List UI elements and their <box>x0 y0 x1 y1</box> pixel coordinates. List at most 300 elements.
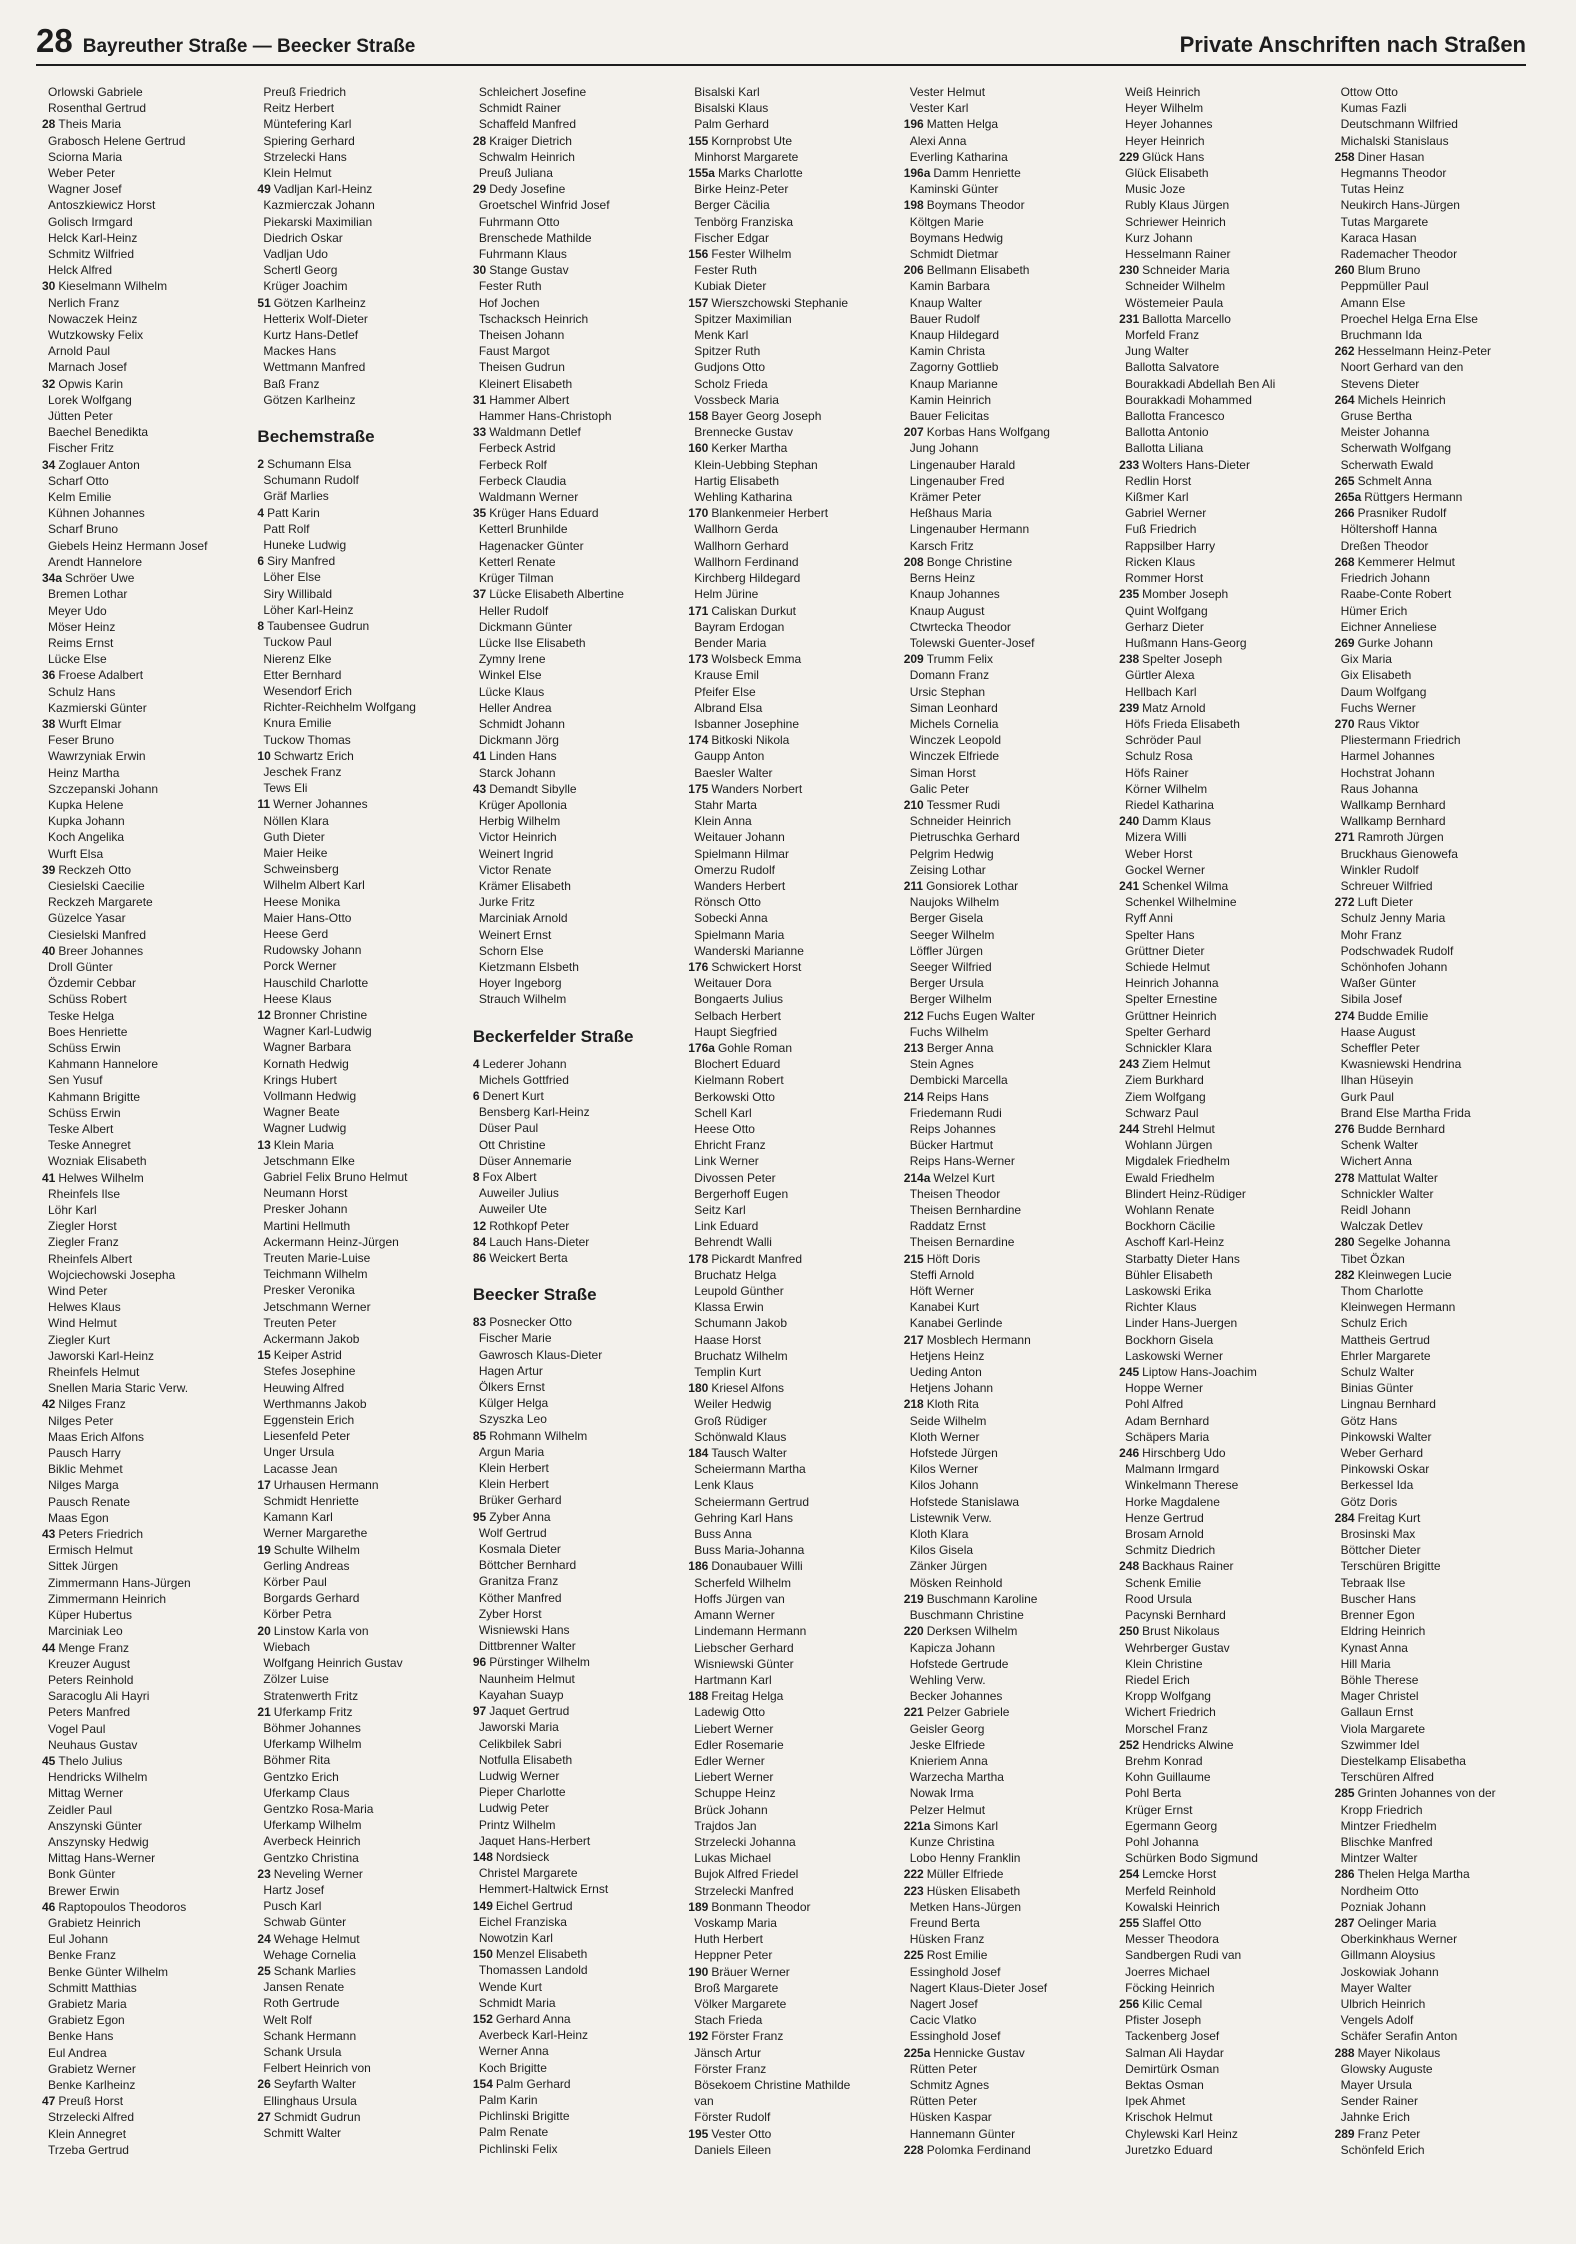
resident-name: Ferbeck Rolf <box>478 457 547 472</box>
resident-name: Eul Johann <box>48 1932 109 1947</box>
resident-entry <box>688 2061 895 2077</box>
resident-name: Hartmann Karl <box>694 1672 772 1687</box>
resident-entry <box>473 1703 680 1719</box>
resident-name: Ziem Burkhard <box>1125 1073 1204 1088</box>
resident-entry <box>1119 1704 1326 1720</box>
resident-name: Schüss Erwin <box>48 1040 121 1055</box>
resident-name: Ölkers Ernst <box>478 1380 545 1395</box>
resident-name: Theisen Bernardine <box>909 1235 1015 1250</box>
resident-entry <box>688 748 895 764</box>
street-heading: Beckerfelder Straße <box>472 1026 634 1046</box>
resident-name: Mayer Walter <box>1340 1980 1412 1995</box>
resident-entry <box>473 1218 680 1234</box>
resident-name: Notfulla Elisabeth <box>478 1752 573 1767</box>
resident-entry <box>1335 440 1542 456</box>
resident-entry <box>473 975 680 991</box>
resident-name: Zyber Anna <box>489 1509 551 1524</box>
resident-name: Terschüren Alfred <box>1340 1770 1434 1785</box>
resident-entry <box>688 2045 895 2061</box>
resident-entry <box>904 1315 1111 1331</box>
resident-entry <box>473 1622 680 1638</box>
resident-entry <box>1119 2028 1326 2044</box>
resident-entry <box>473 295 680 311</box>
resident-name: Kaminski Günter <box>909 182 999 197</box>
resident-name: Nowak Irma <box>909 1786 974 1801</box>
resident-entry <box>688 343 895 359</box>
resident-name: Preuß Friedrich <box>263 85 347 99</box>
resident-entry <box>42 311 249 327</box>
resident-name: Hesselmann Rainer <box>1125 247 1231 262</box>
resident-entry <box>1335 473 1542 489</box>
resident-name: Diestelkamp Elisabetha <box>1340 1753 1466 1768</box>
resident-entry <box>1119 651 1326 667</box>
resident-name: Düser Annemarie <box>478 1153 572 1168</box>
resident-name: Kurtz Hans-Detlef <box>263 328 359 343</box>
resident-name: Sen Yusuf <box>48 1073 103 1088</box>
resident-entry <box>1119 116 1326 132</box>
resident-name: Szczepanski Johann <box>48 781 159 796</box>
resident-name: Marciniak Arnold <box>478 911 568 926</box>
house-number: 37 <box>472 587 487 602</box>
resident-name: Schönfeld Erich <box>1340 2142 1425 2157</box>
resident-name: Pieper Charlotte <box>478 1785 566 1800</box>
resident-entry <box>257 926 464 942</box>
resident-name: Ladewig Otto <box>694 1705 765 1720</box>
resident-entry <box>688 1364 895 1380</box>
house-number: 222 <box>903 1867 924 1882</box>
resident-entry <box>1335 1947 1542 1963</box>
resident-entry <box>1335 667 1542 683</box>
resident-entry <box>1335 133 1542 149</box>
resident-name: Mizera Willi <box>1125 830 1187 845</box>
resident-name: Edler Rosemarie <box>694 1737 784 1752</box>
resident-name: Lücke Elisabeth Albertine <box>489 587 624 602</box>
resident-entry <box>904 133 1111 149</box>
resident-entry <box>1335 457 1542 473</box>
resident-name: Haase August <box>1340 1024 1416 1039</box>
resident-name: Isbanner Josephine <box>694 716 800 731</box>
resident-name: Reips Hans-Werner <box>909 1154 1015 1169</box>
resident-entry <box>688 781 895 797</box>
resident-name: Schönwald Klaus <box>694 1429 787 1444</box>
resident-entry <box>904 1996 1111 2012</box>
resident-name: Kapicza Johann <box>909 1640 996 1655</box>
resident-entry <box>42 246 249 262</box>
resident-entry <box>257 1299 464 1315</box>
house-number: 171 <box>688 603 709 618</box>
resident-entry <box>473 1719 680 1735</box>
resident-name: Dreßen Theodor <box>1340 538 1429 553</box>
resident-name: Averbeck Heinrich <box>263 1834 361 1849</box>
resident-name: Gallaun Ernst <box>1340 1705 1414 1720</box>
resident-entry <box>688 586 895 602</box>
resident-name: Deutschmann Wilfried <box>1340 117 1458 132</box>
resident-entry <box>1119 1024 1326 1040</box>
resident-name: Krüger Tilman <box>478 571 554 586</box>
resident-entry <box>257 845 464 861</box>
resident-name: Winkler Rudolf <box>1340 862 1419 877</box>
resident-name: Schäpers Maria <box>1125 1429 1210 1444</box>
house-number: 33 <box>472 425 487 440</box>
resident-entry <box>904 1202 1111 1218</box>
resident-entry <box>42 1785 249 1801</box>
resident-name: Tessmer Rudi <box>926 797 1001 812</box>
house-number: 264 <box>1334 392 1355 407</box>
resident-entry <box>904 295 1111 311</box>
house-number: 40 <box>42 943 56 958</box>
resident-name: Rohmann Wilhelm <box>489 1428 588 1443</box>
resident-name: Neumann Horst <box>263 1186 348 1201</box>
resident-name: Schorn Else <box>478 943 544 958</box>
resident-entry <box>1335 878 1542 894</box>
resident-entry <box>473 1379 680 1395</box>
resident-entry <box>688 489 895 505</box>
resident-name: Maier Heike <box>263 845 328 860</box>
resident-entry <box>473 1153 680 1169</box>
resident-name: Strzelecki Manfred <box>694 1883 794 1898</box>
resident-entry <box>1119 1802 1326 1818</box>
resident-name: Schaffeld Manfred <box>478 117 577 132</box>
resident-name: Bisalski Karl <box>694 85 760 99</box>
house-number: 269 <box>1334 635 1355 650</box>
resident-entry <box>1119 829 1326 845</box>
resident-entry <box>1335 862 1542 878</box>
resident-entry <box>1119 1866 1326 1882</box>
house-number: 212 <box>903 1008 924 1023</box>
resident-name: Hoyer Ingeborg <box>478 976 562 991</box>
resident-name: Kahmann Hannelore <box>48 1057 159 1072</box>
resident-name: Scherwath Ewald <box>1340 457 1434 472</box>
resident-name: Nöllen Klara <box>263 813 329 828</box>
resident-entry <box>1335 2142 1542 2158</box>
resident-entry <box>473 538 680 554</box>
house-number: 12 <box>472 1218 487 1233</box>
resident-entry <box>904 1024 1111 1040</box>
resident-name: Tolewski Guenter-Josef <box>909 635 1035 650</box>
resident-name: Klein Maria <box>273 1137 334 1152</box>
resident-entry <box>1119 862 1326 878</box>
resident-name: Marnach Josef <box>48 360 127 375</box>
resident-name: Schmelt Anna <box>1357 473 1432 488</box>
resident-name: Tews Eli <box>263 781 308 796</box>
resident-entry <box>1335 1299 1542 1315</box>
resident-entry <box>42 1721 249 1737</box>
resident-name: Bonmann Theodor <box>711 1899 811 1914</box>
resident-entry <box>42 505 249 521</box>
resident-entry <box>42 473 249 489</box>
resident-name: Schwalm Heinrich <box>478 149 575 164</box>
resident-entry <box>688 846 895 862</box>
resident-entry <box>257 1412 464 1428</box>
header-left <box>36 22 415 60</box>
resident-name: Kazmierczak Johann <box>263 198 375 213</box>
resident-name: Jansen Renate <box>263 1980 345 1995</box>
resident-name: Brück Johann <box>694 1802 768 1817</box>
resident-entry <box>42 1964 249 1980</box>
resident-entry <box>473 311 680 327</box>
resident-name: Heyer Wilhelm <box>1125 101 1204 116</box>
resident-entry <box>473 716 680 732</box>
resident-name: Nilges Marga <box>48 1478 119 1493</box>
resident-entry <box>473 181 680 197</box>
resident-entry <box>1335 2093 1542 2109</box>
resident-entry <box>1335 2028 1542 2044</box>
resident-name: Trumm Felix <box>926 652 993 667</box>
resident-name: Prasniker Rudolf <box>1357 506 1447 521</box>
resident-entry <box>1119 554 1326 570</box>
resident-name: Diner Hasan <box>1357 149 1425 164</box>
resident-entry <box>904 1056 1111 1072</box>
resident-entry <box>1335 1413 1542 1429</box>
house-number: 25 <box>257 1963 271 1978</box>
resident-name: Wohlann Renate <box>1125 1203 1215 1218</box>
resident-entry <box>904 1883 1111 1899</box>
resident-entry <box>42 1494 249 1510</box>
resident-entry <box>1335 359 1542 375</box>
resident-entry <box>473 2027 680 2043</box>
resident-entry <box>904 1170 1111 1186</box>
resident-entry <box>904 521 1111 537</box>
resident-name: Teske Albert <box>48 1122 114 1136</box>
resident-name: Spielmann Hilmar <box>694 846 789 861</box>
resident-name: Vollmann Hedwig <box>263 1088 357 1103</box>
house-number: 95 <box>472 1509 487 1524</box>
house-number: 287 <box>1334 1915 1355 1930</box>
resident-entry <box>473 1865 680 1881</box>
resident-entry <box>42 1396 249 1412</box>
resident-entry <box>257 197 464 213</box>
resident-entry <box>257 796 464 812</box>
house-number: 180 <box>688 1381 709 1396</box>
resident-name: Starck Johann <box>478 765 556 780</box>
resident-entry <box>42 1558 249 1574</box>
resident-entry <box>257 262 464 278</box>
resident-name: Seeger Wilfried <box>909 959 992 974</box>
resident-name: Bourakkadi Mohammed <box>1125 392 1252 407</box>
resident-name: Kubiak Dieter <box>694 279 767 294</box>
house-number: 51 <box>257 295 271 310</box>
resident-name: Szwimmer Idel <box>1340 1737 1420 1752</box>
resident-name: Weinert Ernst <box>478 927 552 942</box>
resident-name: Wallhorn Gerhard <box>694 538 789 553</box>
resident-name: Mackes Hans <box>263 344 337 359</box>
resident-entry <box>1119 392 1326 408</box>
resident-name: Alexi Anna <box>909 133 967 148</box>
resident-entry <box>688 100 895 116</box>
resident-entry <box>1335 1461 1542 1477</box>
resident-entry <box>1119 538 1326 554</box>
resident-entry <box>1335 570 1542 586</box>
resident-entry <box>1335 586 1542 602</box>
resident-entry <box>473 1687 680 1703</box>
resident-name: Ballotta Liliana <box>1125 441 1204 456</box>
resident-name: Albrand Elsa <box>694 700 763 715</box>
resident-entry <box>257 1542 464 1558</box>
resident-name: Böttcher Dieter <box>1340 1543 1421 1558</box>
resident-name: Fester Ruth <box>478 279 542 294</box>
resident-entry <box>257 764 464 780</box>
house-number: 229 <box>1119 149 1140 164</box>
resident-name: Grüttner Dieter <box>1125 943 1205 958</box>
address-column <box>904 84 1111 2224</box>
resident-entry <box>1335 84 1542 100</box>
resident-entry <box>1119 1656 1326 1672</box>
resident-entry <box>473 1995 680 2011</box>
resident-entry <box>473 1347 680 1363</box>
resident-entry <box>688 246 895 262</box>
resident-entry <box>1119 2077 1326 2093</box>
resident-name: Kilos Johann <box>909 1478 979 1493</box>
resident-name: Gerling Andreas <box>263 1558 350 1573</box>
resident-entry <box>42 1299 249 1315</box>
resident-name: Schwickert Horst <box>711 959 802 974</box>
resident-entry <box>688 797 895 813</box>
resident-name: Palm Karin <box>478 2092 538 2107</box>
resident-entry <box>257 1817 464 1833</box>
house-number: 286 <box>1334 1867 1355 1882</box>
resident-name: Friedrich Johann <box>1340 571 1430 586</box>
resident-entry <box>904 991 1111 1007</box>
resident-entry <box>688 1802 895 1818</box>
address-column <box>257 84 464 2224</box>
resident-name: Mattulat Walter <box>1357 1170 1438 1185</box>
resident-entry <box>1335 1445 1542 1461</box>
resident-name: Schneider Maria <box>1142 263 1230 278</box>
resident-entry <box>42 1332 249 1348</box>
house-number: 45 <box>42 1753 56 1768</box>
resident-entry <box>904 2012 1111 2028</box>
resident-name: Reips Johannes <box>909 1122 996 1136</box>
resident-name: Auweiler Julius <box>478 1186 559 1201</box>
resident-name: Schumann Rudolf <box>263 473 359 488</box>
resident-entry <box>1335 1510 1542 1526</box>
resident-entry <box>473 554 680 570</box>
resident-name: Buschmann Christine <box>909 1608 1024 1623</box>
resident-entry <box>473 894 680 910</box>
resident-name: Fester Wilhelm <box>711 247 792 262</box>
resident-name: Bongaerts Julius <box>694 992 783 1007</box>
resident-entry <box>42 2142 249 2158</box>
resident-entry <box>1119 748 1326 764</box>
house-number: 252 <box>1119 1737 1140 1752</box>
resident-entry <box>1335 278 1542 294</box>
resident-entry <box>904 1186 1111 1202</box>
house-number: 248 <box>1119 1559 1140 1574</box>
resident-entry <box>257 1153 464 1169</box>
resident-name: Redlin Horst <box>1125 473 1192 488</box>
resident-name: Heese Klaus <box>263 991 332 1006</box>
resident-name: Divossen Peter <box>694 1170 776 1185</box>
resident-name: Müller Elfriede <box>926 1867 1004 1882</box>
resident-entry <box>42 1607 249 1623</box>
resident-name: Riedel Katharina <box>1125 797 1214 812</box>
resident-name: Götz Doris <box>1340 1494 1398 1509</box>
resident-name: Spiering Gerhard <box>263 133 355 148</box>
resident-entry <box>1119 1445 1326 1461</box>
resident-entry <box>42 2028 249 2044</box>
resident-entry <box>42 327 249 343</box>
resident-name: Krüger Hans Eduard <box>489 506 599 521</box>
house-number: 244 <box>1119 1122 1140 1136</box>
house-number: 155 <box>688 133 709 148</box>
resident-entry <box>1119 1980 1326 1996</box>
resident-entry <box>1335 1364 1542 1380</box>
resident-name: Hof Jochen <box>478 295 540 310</box>
resident-name: Grabietz Werner <box>48 2061 136 2076</box>
resident-entry <box>1119 797 1326 813</box>
resident-entry <box>688 1769 895 1785</box>
resident-name: Kemmerer Helmut <box>1357 554 1455 569</box>
resident-entry <box>1335 1818 1542 1834</box>
resident-entry <box>257 2109 464 2125</box>
house-number: 217 <box>903 1332 924 1347</box>
resident-name: Nierenz Elke <box>263 651 332 666</box>
resident-entry <box>473 1898 680 1914</box>
resident-entry <box>257 149 464 165</box>
resident-name: Lingenauber Harald <box>909 457 1016 472</box>
resident-name: Mintzer Walter <box>1340 1851 1418 1866</box>
resident-name: Berger Anna <box>926 1040 994 1055</box>
resident-entry <box>257 958 464 974</box>
house-number: 47 <box>42 2094 56 2109</box>
resident-name: Oberkinkhaus Werner <box>1340 1932 1458 1947</box>
resident-entry <box>473 1120 680 1136</box>
resident-entry <box>1119 927 1326 943</box>
resident-entry <box>1335 116 1542 132</box>
resident-entry <box>473 1492 680 1508</box>
resident-entry <box>257 181 464 197</box>
resident-name: Spelter Joseph <box>1142 652 1223 667</box>
resident-name: Spitzer Ruth <box>694 344 761 359</box>
resident-name: Stahr Marta <box>694 797 757 812</box>
resident-entry <box>904 2028 1111 2044</box>
resident-name: Kamann Karl <box>263 1510 333 1525</box>
resident-name: Ludwig Werner <box>478 1768 560 1783</box>
resident-entry <box>257 715 464 731</box>
resident-entry <box>688 2028 895 2044</box>
resident-entry <box>257 2125 464 2141</box>
resident-entry <box>257 1606 464 1622</box>
resident-entry <box>1119 1996 1326 2012</box>
resident-entry <box>473 1590 680 1606</box>
resident-name: Zänker Jürgen <box>909 1559 988 1574</box>
resident-entry <box>688 1072 895 1088</box>
resident-name: Pinkowski Walter <box>1340 1429 1432 1444</box>
resident-name: Hüsken Franz <box>909 1932 985 1947</box>
resident-name: Raptopoulos Theodoros <box>58 1899 187 1914</box>
resident-entry <box>1119 1105 1326 1121</box>
resident-name: Lücke Klaus <box>478 684 545 699</box>
resident-name: Theisen Theodor <box>909 1186 1001 1201</box>
resident-name: Schulz Jenny Maria <box>1340 911 1446 926</box>
resident-name: Borgards Gerhard <box>263 1591 360 1606</box>
resident-name: Jänsch Artur <box>694 2045 761 2060</box>
resident-name: Reidl Johann <box>1340 1203 1411 1218</box>
resident-name: Peppmüller Paul <box>1340 279 1429 294</box>
resident-entry <box>904 651 1111 667</box>
resident-name: Kohn Guillaume <box>1125 1770 1211 1785</box>
resident-entry <box>688 1850 895 1866</box>
resident-entry <box>473 603 680 619</box>
resident-name: Freitag Helga <box>711 1689 784 1704</box>
resident-entry <box>688 408 895 424</box>
resident-entry <box>904 246 1111 262</box>
resident-entry <box>257 1882 464 1898</box>
resident-entry <box>1335 1105 1542 1121</box>
resident-name: Wehage Helmut <box>273 1931 360 1946</box>
resident-name: Glück Elisabeth <box>1125 166 1209 181</box>
resident-name: Mayer Nikolaus <box>1357 2045 1441 2060</box>
